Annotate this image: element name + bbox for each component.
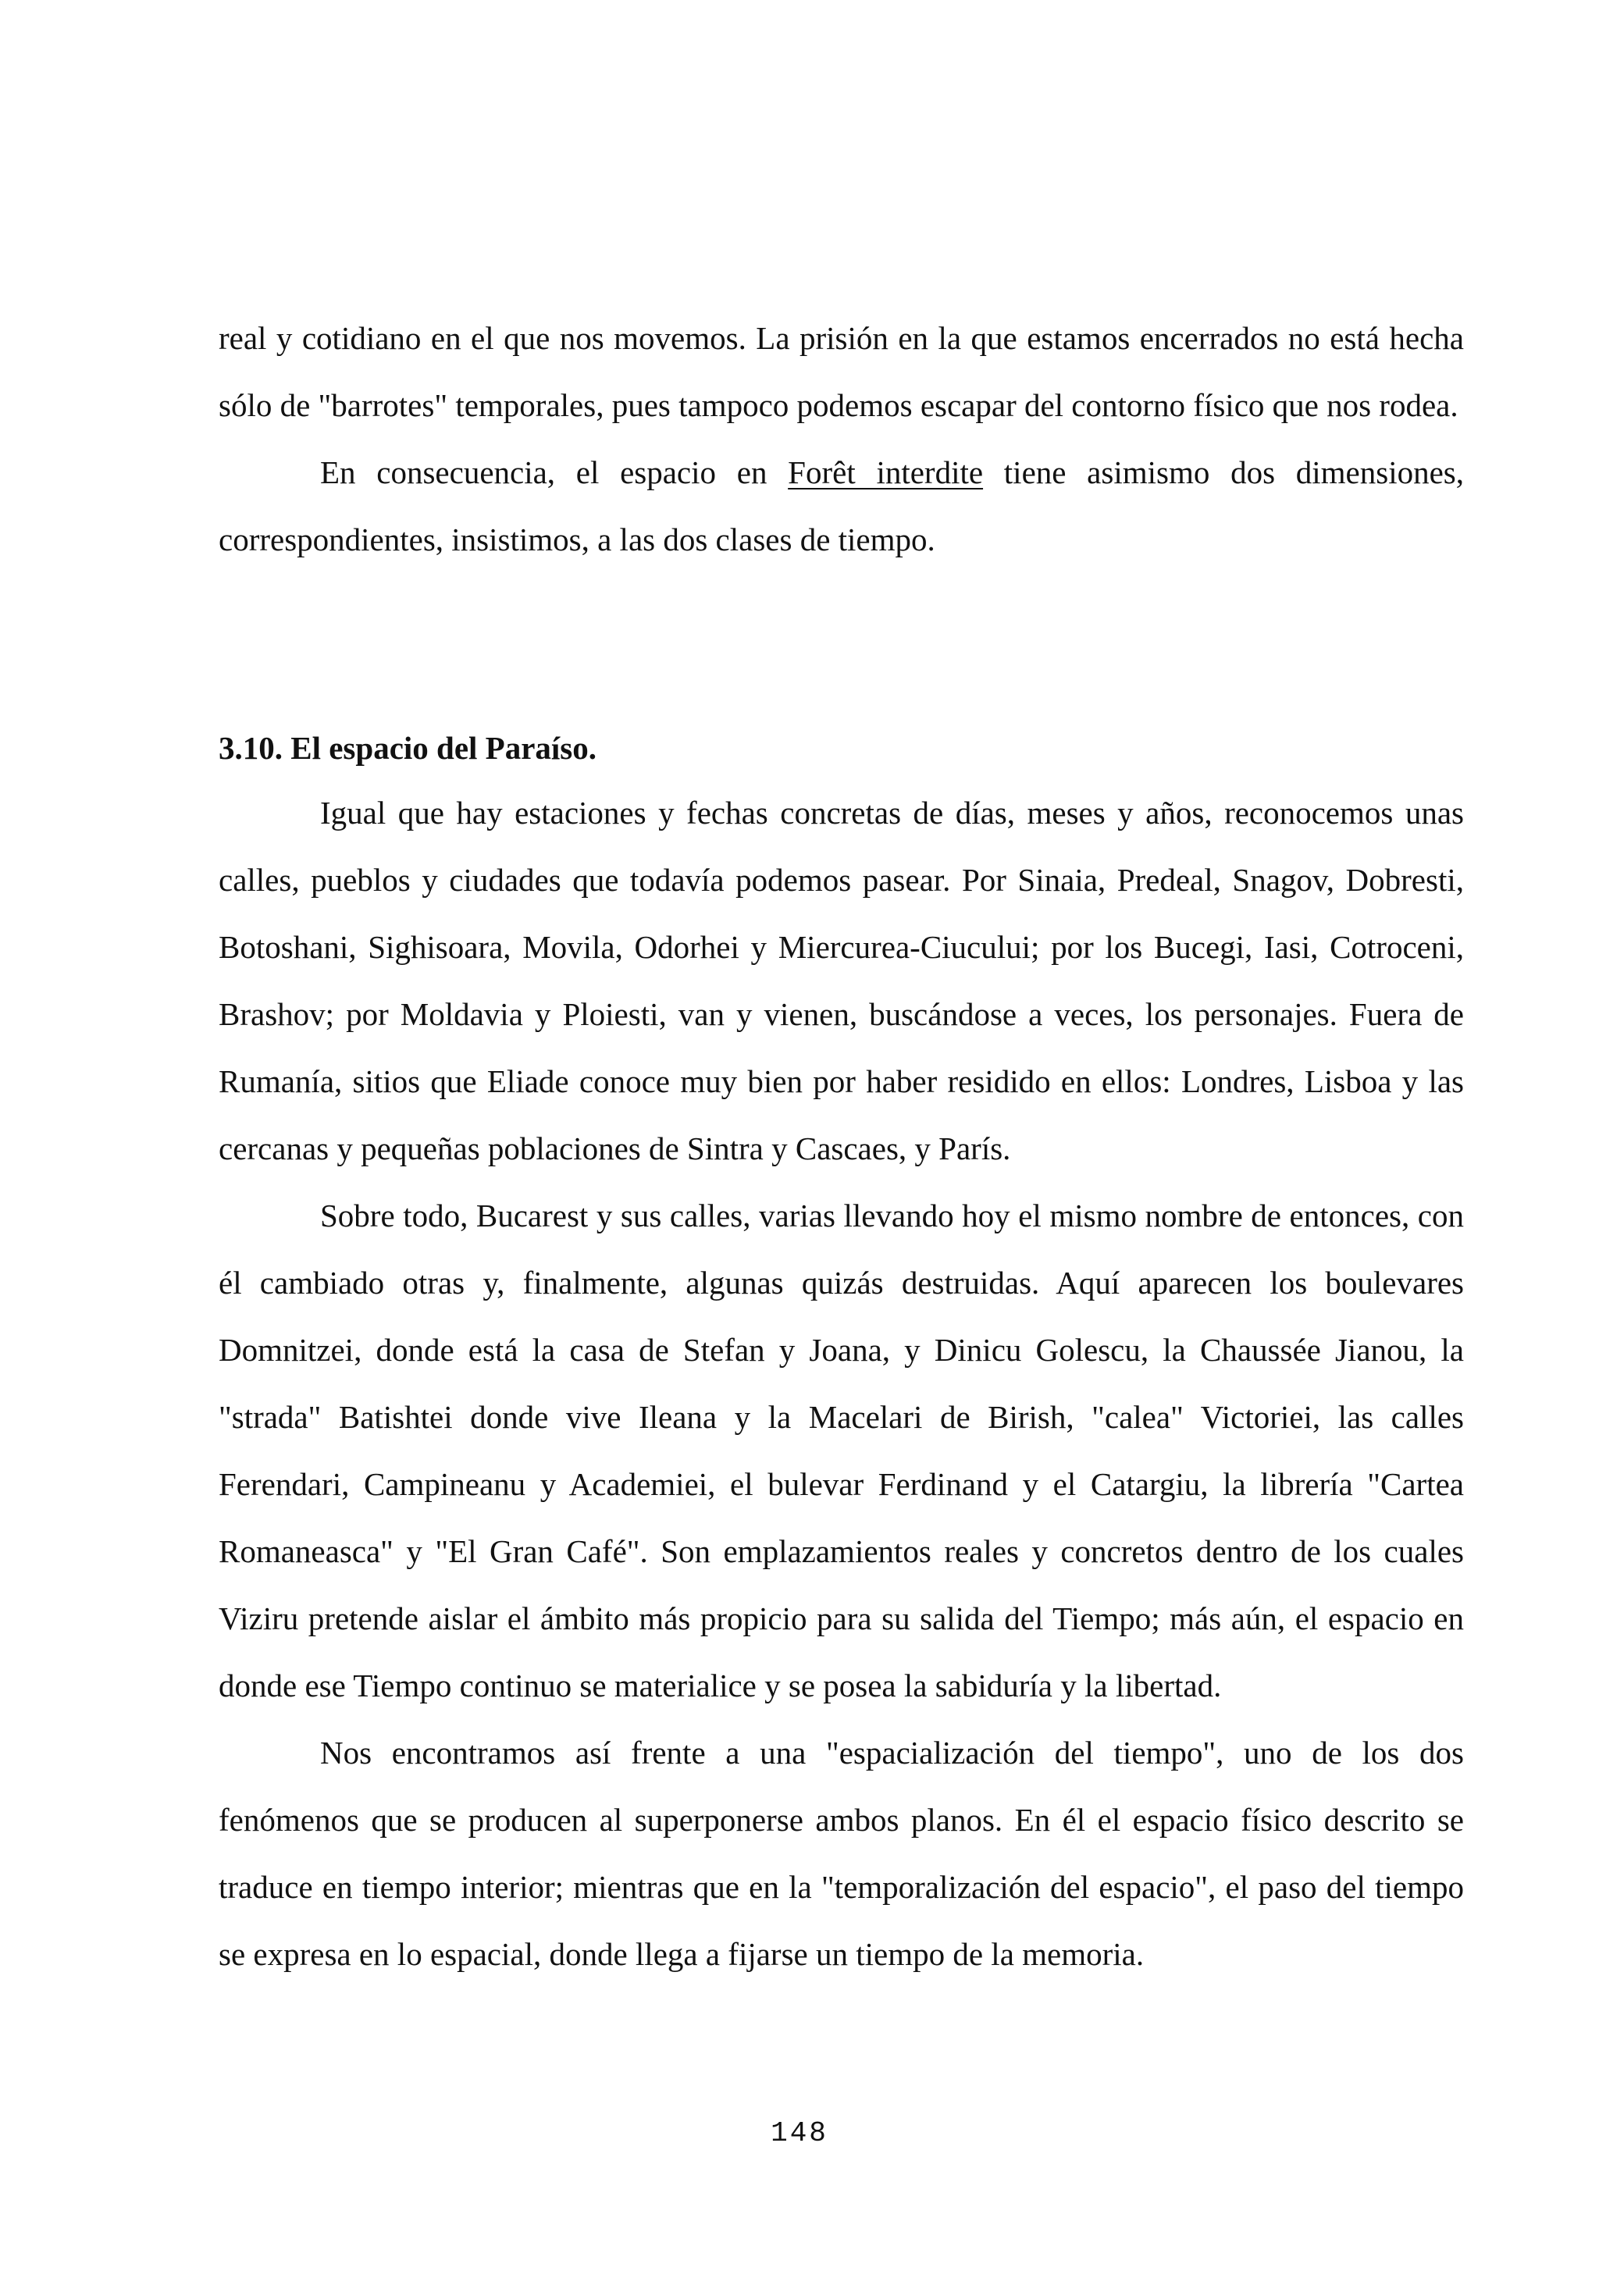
paragraph-consequence [219, 439, 1464, 573]
section-heading: 3.10. El espacio del Paraíso. [219, 730, 597, 766]
section-paradise-body [219, 779, 1464, 1988]
paragraph-continuation: real y cotidiano en el que nos movemos. La prisión en la que estamos encerrados no está hecha sólo de "barrotes" temporales, pues tampoco podemos escapar del contorno físico que nos rodea. [219, 320, 1464, 423]
section-intro [219, 304, 1464, 573]
book-title-underlined: Forêt interdite [788, 454, 984, 490]
page-number: 148 [771, 2117, 828, 2149]
paragraph-bucharest: Sobre todo, Bucarest y sus calles, varias llevando hoy el mismo nombre de entonces, con él cambiado otras y, finalmente, algunas quizás destruidas. Aquí aparecen los boulevares Domnitzei, donde está la casa de Stefan y Joana, y Dinicu Golescu, la Chaussée Jianou, la "strada" Batishtei donde vive Ileana y la Macelari de Birish, "calea" Victoriei, las calles Ferendari, Campineanu y Academiei, el bulevar Ferdinand y el Catargiu, la librería "Cartea Romaneasca" y "El Gran Café". Son emplazamientos reales y concretos dentro de los cuales Viziru pretende aislar el ámbito más propicio para su salida del Tiempo; más aún, el espacio en donde ese Tiempo continuo se materialice y se posea la sabiduría y la libertad. [219, 1198, 1464, 1703]
paragraph-consequence-start: En consecuencia, el espacio en [320, 454, 789, 490]
paragraph-spatialization: Nos encontramos así frente a una "espacialización del tiempo", uno de los dos fenómenos que se producen al superponerse ambos planos. En él el espacio físico descrito se traduce en tiempo interior; mientras que en la "temporalización del espacio", el paso del tiempo se expresa en lo espacial, donde llega a fijarse un tiempo de la memoria. [219, 1735, 1464, 1972]
paragraph-consequence-end: tiene asimismo dos dimensiones, correspondientes, insistimos, a las dos clases de tiempo. [219, 454, 1464, 557]
paragraph-places: Igual que hay estaciones y fechas concretas de días, meses y años, reconocemos unas calles, pueblos y ciudades que todavía podemos pasear. Por Sinaia, Predeal, Snagov, Dobresti, Botoshani, Sighisoara, Movila, Odorhei y Miercurea-Ciucului; por los Bucegi, Iasi, Cotroceni, Brashov; por Moldavia y Ploiesti, van y vienen, buscándose a veces, los personajes. Fuera de Rumanía, sitios que Eliade conoce muy bien por haber residido en ellos: Londres, Lisboa y las cercanas y pequeñas poblaciones de Sintra y Cascaes, y París. [219, 795, 1464, 1166]
